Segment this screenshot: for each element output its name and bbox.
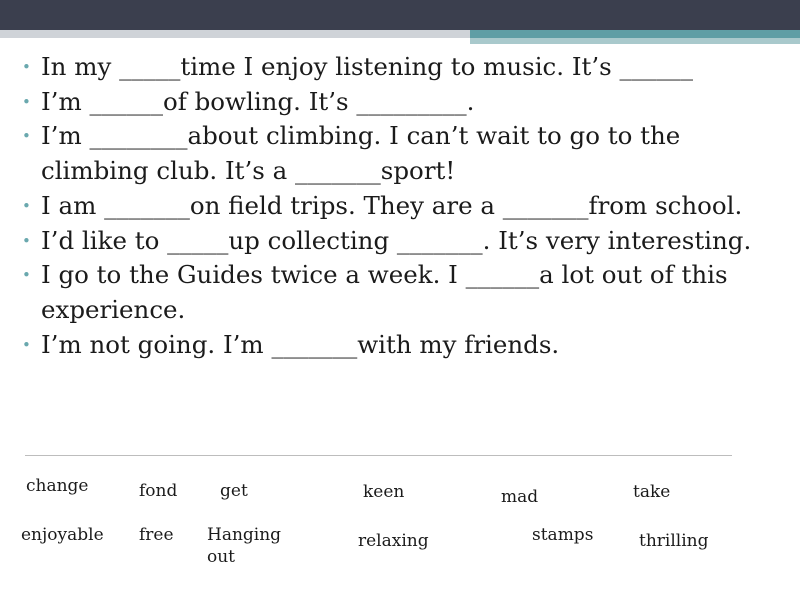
word-bank-item-enjoyable: enjoyable (21, 525, 104, 545)
header-accent-bar-light (470, 38, 800, 44)
sentence-text: I go to the Guides twice a week. I ______a lot out of this experience. (41, 260, 728, 324)
bullet-icon: • (22, 266, 31, 285)
exercise-sentence (22, 328, 792, 363)
exercise-list (22, 50, 792, 362)
bullet-icon: • (22, 127, 31, 146)
sentence-text: I’m ______of bowling. It’s _________. (41, 86, 475, 116)
word-bank-item-mad: mad (501, 487, 539, 507)
word-bank-item-take: take (633, 482, 671, 502)
exercise-sentence (22, 224, 792, 259)
exercise-sentence (22, 50, 792, 85)
sentence-text: I’m ________about climbing. I can’t wait to go to the climbing club. It’s a _______sport! (41, 121, 681, 186)
sentence-text: I’d like to _____up collecting _______. It’s very interesting. (41, 225, 752, 255)
bullet-icon: • (22, 335, 31, 354)
word-bank-item-keen: keen (363, 482, 405, 502)
word-bank-item-get: get (220, 481, 248, 501)
exercise-sentence (22, 119, 792, 188)
bullet-icon: • (22, 196, 31, 215)
sentence-text: I’m not going. I’m _______with my friends. (41, 329, 560, 359)
word-bank-item-hanging-out: Hanging out (207, 525, 282, 567)
word-bank-item-relaxing: relaxing (358, 531, 429, 551)
bullet-icon: • (22, 58, 31, 76)
sentence-text: In my _____time I enjoy listening to music. It’s ______ (41, 52, 694, 81)
word-bank-item-fond: fond (139, 481, 178, 501)
bullet-icon: • (22, 92, 31, 111)
divider-line (25, 455, 732, 456)
sentence-text: I am _______on field trips. They are a _______from school. (41, 190, 743, 220)
exercise-sentence (22, 189, 792, 224)
exercise-sentence (22, 258, 792, 327)
word-bank-item-thrilling: thrilling (639, 531, 709, 551)
word-bank-item-change: change (26, 476, 89, 496)
word-bank-item-stamps: stamps (532, 525, 594, 545)
word-bank-item-free: free (139, 525, 174, 545)
bullet-icon: • (22, 231, 31, 250)
exercise-sentence (22, 85, 792, 120)
header-band (0, 0, 800, 30)
